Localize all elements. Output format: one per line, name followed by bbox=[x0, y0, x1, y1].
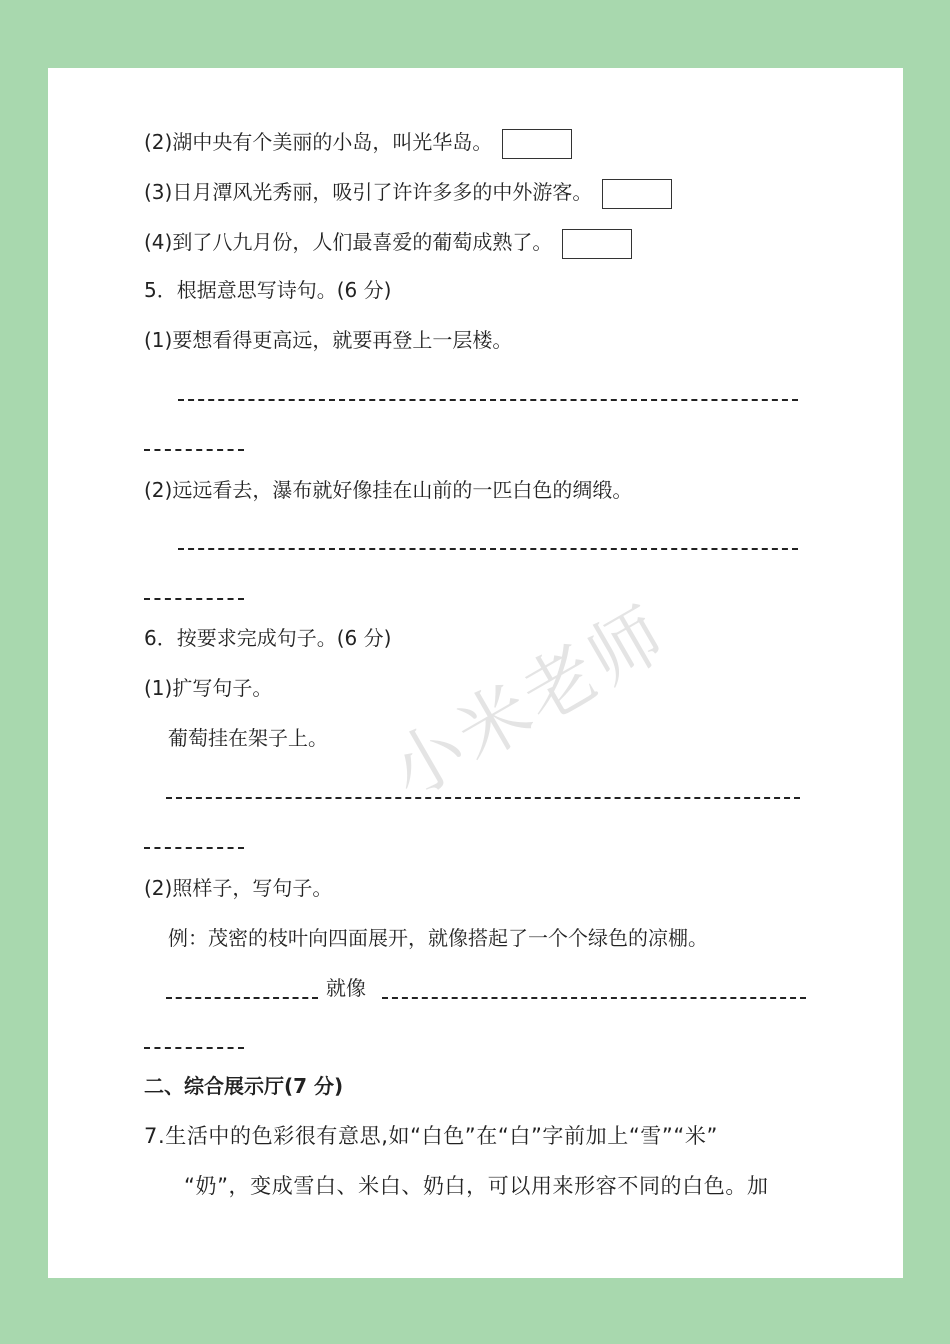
answer-line-continuation[interactable] bbox=[144, 1047, 244, 1049]
question-text: (2)湖中央有个美丽的小岛，叫光华岛。 bbox=[144, 130, 493, 154]
answer-line[interactable] bbox=[178, 399, 798, 401]
answer-line-continuation[interactable] bbox=[144, 847, 244, 849]
answer-line[interactable] bbox=[166, 797, 800, 799]
question-6-item-1: (1)扩写句子。 bbox=[144, 676, 273, 700]
section-2-title: 二、综合展示厅(7 分) bbox=[144, 1074, 344, 1098]
question-4-item-3 bbox=[144, 178, 672, 209]
worksheet-page bbox=[48, 68, 903, 1278]
watermark: 小米老师 bbox=[376, 589, 682, 815]
answer-box[interactable] bbox=[602, 179, 672, 209]
question-text: (4)到了八九月份，人们最喜爱的葡萄成熟了。 bbox=[144, 230, 553, 254]
answer-blank-2[interactable] bbox=[382, 997, 806, 999]
answer-line[interactable] bbox=[178, 548, 798, 550]
question-4-item-4 bbox=[144, 228, 632, 259]
question-6-item-2: (2)照样子，写句子。 bbox=[144, 876, 333, 900]
answer-box[interactable] bbox=[562, 229, 632, 259]
answer-line-continuation[interactable] bbox=[144, 598, 244, 600]
answer-blank-1[interactable] bbox=[166, 997, 318, 999]
question-5-item-1: (1)要想看得更高远，就要再登上一层楼。 bbox=[144, 328, 513, 352]
question-text: (3)日月潭风光秀丽，吸引了许许多多的中外游客。 bbox=[144, 180, 593, 204]
question-4-item-2 bbox=[144, 128, 572, 159]
question-6-title: 6．按要求完成句子。(6 分) bbox=[144, 626, 392, 650]
question-7-line-2: “奶”，变成雪白、米白、奶白，可以用来形容不同的白色。加 bbox=[184, 1174, 769, 1198]
expand-sentence: 葡萄挂在架子上。 bbox=[168, 726, 328, 750]
jiuxiang-word: 就像 bbox=[326, 976, 366, 1000]
question-5-item-2: (2)远远看去，瀑布就好像挂在山前的一匹白色的绸缎。 bbox=[144, 478, 633, 502]
answer-line-continuation[interactable] bbox=[144, 449, 244, 451]
answer-box[interactable] bbox=[502, 129, 572, 159]
example-sentence: 例：茂密的枝叶向四面展开，就像搭起了一个个绿色的凉棚。 bbox=[168, 926, 708, 950]
question-7-line-1: 7.生活中的色彩很有意思,如“白色”在“白”字前加上“雪”“米” bbox=[144, 1124, 718, 1148]
question-5-title: 5．根据意思写诗句。(6 分) bbox=[144, 278, 392, 302]
